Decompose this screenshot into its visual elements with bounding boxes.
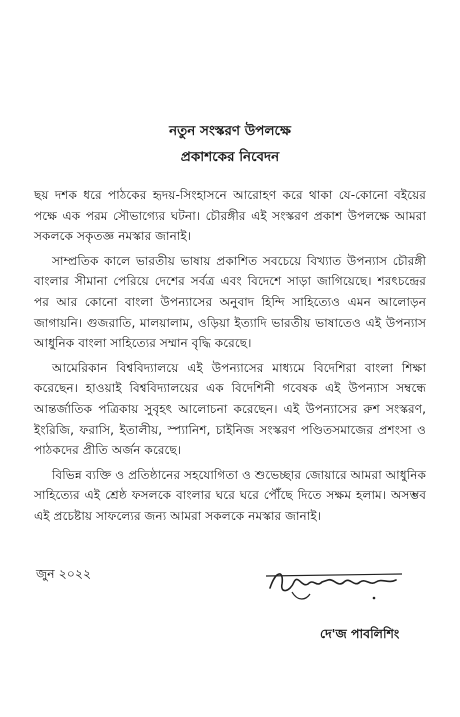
heading-subtitle: প্রকাশকের নিবেদন bbox=[180, 149, 280, 165]
publisher-note-body bbox=[34, 185, 426, 531]
publisher-name: দে'জ পাবলিশিং bbox=[320, 626, 400, 641]
paragraph-3: আমেরিকান বিশ্ববিদ্যালয়ে এই উপন্যাসের মাধ্যমে বিদেশিরা বাংলা শিক্ষা করেছেন। হাওয়াই বিশ্ববিদ্যালয়ের এক বিদেশিনী গবেষক এই উপন্যাস সম্বন্ধে আন্তর্জাতিক পত্রিকায় সুবৃহৎ আলোচনা করেছেন। এই উপন্যাসের রুশ সংস্করণ, ইংরিজি, ফরাসি, ইতালীয়, স্প্যানিশ, চাইনিজ সংস্করণ পণ্ডিতসমাজের প্রশংসা ও পাঠকদের প্রীতি অর্জন করেছে। bbox=[34, 360, 426, 458]
heading-title: নতুন সংস্করণ উপলক্ষে bbox=[169, 123, 291, 139]
handwritten-signature bbox=[262, 558, 412, 606]
date-line: জুন ২০২২ bbox=[36, 566, 92, 581]
paragraph-1: ছয় দশক ধরে পাঠকের হৃদয়-সিংহাসনে আরোহণ করে থাকা যে-কোনো বইয়ের পক্ষে এক পরম সৌভাগ্যের ঘটনা। চৌরঙ্গীর এই সংস্করণ প্রকাশ উপলক্ষে আমরা সকলকে সকৃতজ্ঞ নমস্কার জানাই। bbox=[34, 188, 426, 244]
paragraph-4: বিভিন্ন ব্যক্তি ও প্রতিষ্ঠানের সহযোগিতা ও শুভেচ্ছার জোয়ারে আমরা আধুনিক সাহিত্যের এই শ্রেষ্ঠ ফসলকে বাংলার ঘরে ঘরে পৌঁছে দিতে সক্ষম হলাম। অসম্ভব এই প্রচেষ্টায় সাফল্যের জন্য আমরা সকলকে নমস্কার জানাই। bbox=[34, 467, 426, 523]
paragraph-2: সাম্প্রতিক কালে ভারতীয় ভাষায় প্রকাশিত সবচেয়ে বিখ্যাত উপন্যাস চৌরঙ্গী বাংলার সীমানা পেরিয়ে দেশের সর্বত্র এবং বিদেশে সাড়া জাগিয়েছে। শরৎচন্দ্রের পর আর কোনো বাংলা উপন্যাসের অনুবাদ হিন্দি সাহিত্যেও এমন আলোড়ন জাগায়নি। গুজরাতি, মালয়ালাম, ওড়িয়া ইত্যাদি ভারতীয় ভাষাতেও এই উপন্যাস আধুনিক বাংলা সাহিত্যের সম্মান বৃদ্ধি করেছে। bbox=[34, 253, 426, 351]
